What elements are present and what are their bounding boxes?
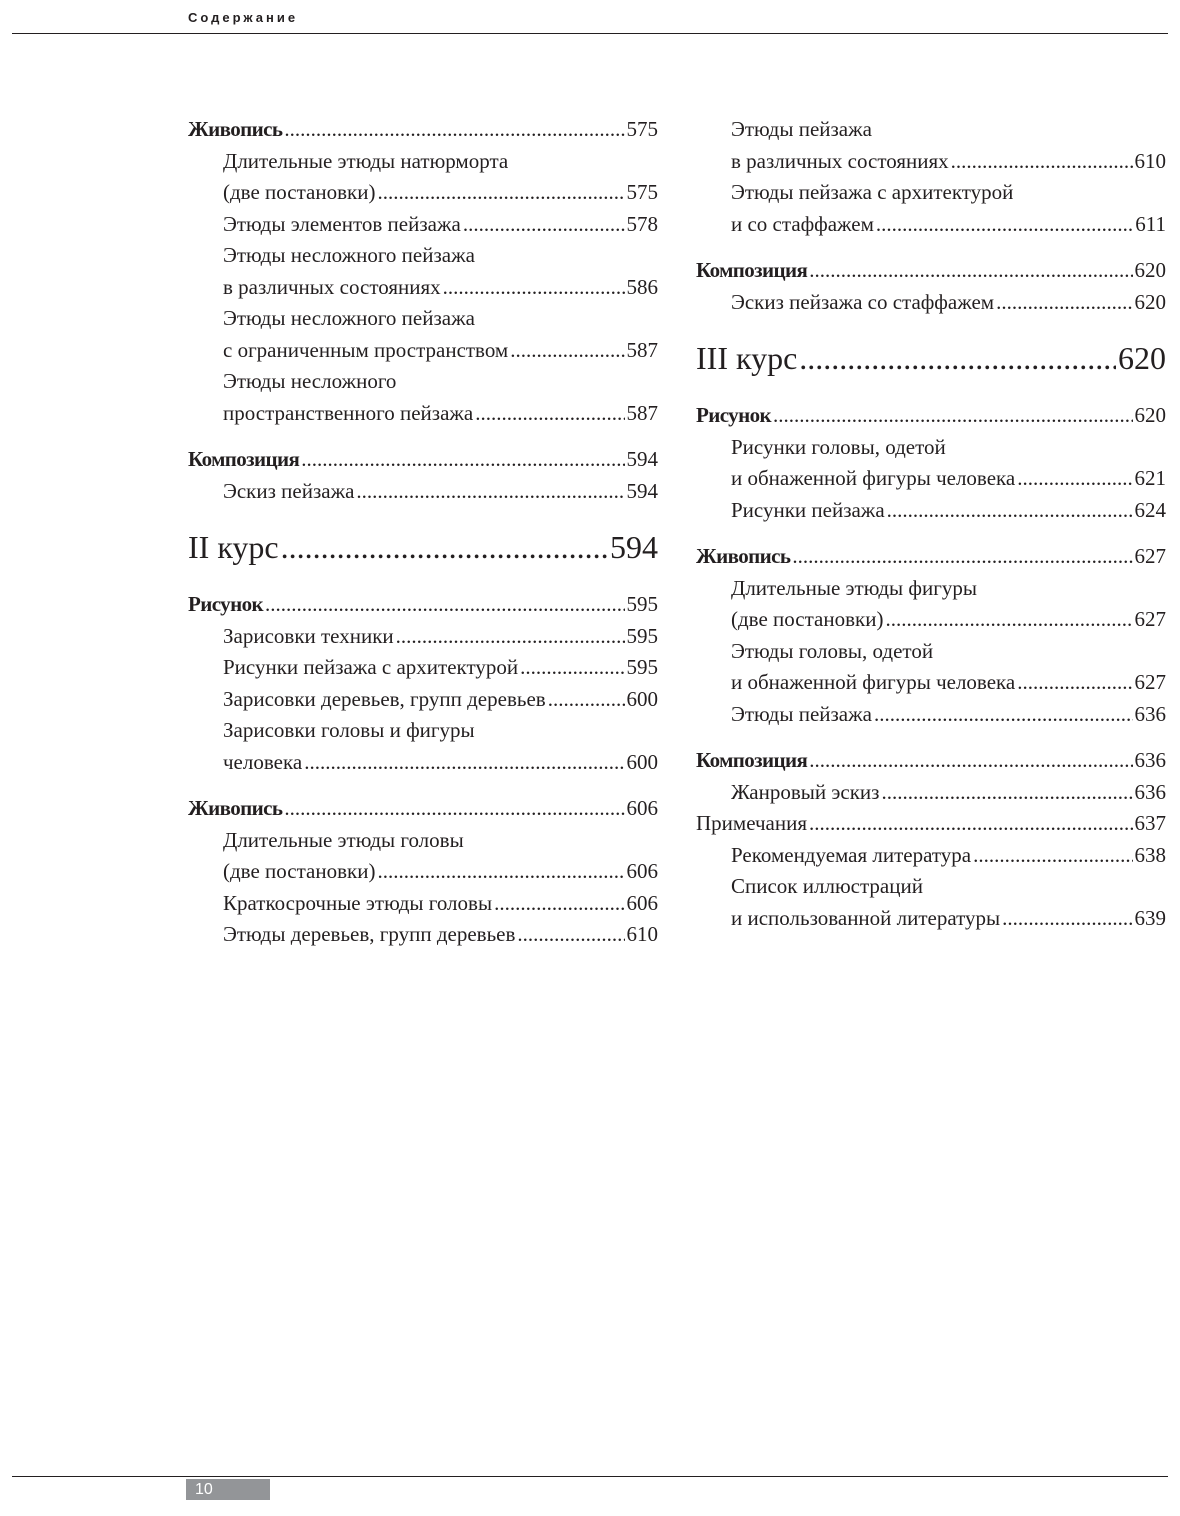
toc-page-number: 586 [626, 274, 658, 299]
toc-entry[interactable] [188, 684, 658, 716]
toc-entry-title: и обнаженной фигуры человека [731, 670, 1016, 694]
toc-entry[interactable] [188, 476, 658, 508]
toc-entry-line [696, 604, 1166, 636]
toc-entry-title: Композиция [696, 748, 808, 772]
dot-leader [792, 541, 1132, 573]
toc-entry-title: Этюды пейзажа [731, 117, 872, 141]
toc-page-number: 594 [626, 447, 658, 471]
toc-entry-line [696, 745, 1166, 777]
toc-page-number: 575 [626, 117, 658, 141]
toc-entry[interactable] [188, 209, 658, 241]
dot-leader [396, 621, 625, 653]
toc-page-number: 620 [1134, 258, 1166, 282]
toc-entry-title: Этюды несложного пейзажа [223, 306, 475, 330]
toc-entry-title: Рисунок [696, 403, 771, 427]
toc-page-number: 636 [1134, 779, 1166, 804]
toc-entry-line [696, 209, 1166, 241]
dot-leader [304, 747, 624, 779]
toc-entry[interactable] [188, 919, 658, 951]
toc-page-number: 627 [1134, 607, 1166, 631]
toc-entry-line [188, 525, 658, 569]
toc-entry[interactable] [188, 589, 658, 621]
toc-column-right [696, 114, 1166, 934]
toc-entry-title: Этюды несложного [223, 369, 397, 393]
toc-entry-line [696, 573, 1166, 605]
toc-entry-title: Этюды элементов пейзажа [223, 211, 461, 236]
toc-entry-title: в различных состояниях [731, 148, 949, 173]
toc-entry-title: и со стаффажем [731, 211, 874, 236]
toc-entry[interactable] [696, 541, 1166, 573]
toc-page-number: 627 [1134, 544, 1166, 568]
toc-entry-title: Длительные этюды головы [223, 827, 464, 852]
toc-entry-line [188, 272, 658, 304]
toc-entry-line [696, 146, 1166, 178]
dot-leader [475, 398, 624, 430]
toc-entry-line [188, 888, 658, 920]
toc-page-number: 594 [610, 529, 658, 565]
toc-entry-line [696, 336, 1166, 380]
toc-entry[interactable] [696, 777, 1166, 809]
toc-entry[interactable] [188, 825, 658, 888]
toc-entry[interactable] [696, 871, 1166, 934]
toc-entry-line [696, 699, 1166, 731]
toc-page-number: 637 [1134, 811, 1166, 835]
toc-entry-line [188, 621, 658, 653]
toc-entry-title: Композиция [188, 447, 300, 471]
toc-entry-title: Краткосрочные этюды головы [223, 890, 493, 915]
toc-entry-title: Рисунки пейзажа с архитектурой [223, 655, 519, 679]
dot-leader [443, 272, 625, 304]
toc-entry-line [188, 240, 658, 272]
toc-page-number: 638 [1134, 842, 1166, 867]
toc-page-number: 606 [626, 859, 658, 883]
toc-entry-line [188, 303, 658, 335]
toc-page-number: 639 [1134, 905, 1166, 930]
dot-leader [463, 209, 625, 241]
toc-entry-line [188, 444, 658, 476]
toc-entry-line [696, 871, 1166, 903]
toc-entry[interactable] [188, 240, 658, 303]
toc-entry[interactable] [188, 303, 658, 366]
toc-entry-title: человека [223, 749, 303, 774]
dot-leader [809, 808, 1132, 840]
toc-entry-title: Жанровый эскиз [731, 779, 880, 804]
toc-page-number: 594 [626, 478, 658, 503]
toc-page-number: 611 [1135, 211, 1166, 236]
toc-entry-line [696, 400, 1166, 432]
page-number: 10 [186, 1479, 270, 1500]
toc-entry-title: (две постановки) [223, 180, 376, 204]
toc-entry-title: и обнаженной фигуры человека [731, 466, 1016, 490]
toc-page-number: 627 [1134, 670, 1166, 694]
dot-leader [1017, 463, 1132, 495]
toc-entry[interactable] [696, 400, 1166, 432]
toc-entry[interactable] [188, 715, 658, 778]
toc-entry[interactable] [696, 495, 1166, 527]
toc-entry-title: Этюды пейзажа [731, 701, 872, 726]
toc-entry-title: Эскиз пейзажа [223, 478, 355, 503]
toc-entry[interactable] [696, 636, 1166, 699]
toc-entry[interactable] [696, 573, 1166, 636]
toc-entry-line [696, 495, 1166, 527]
toc-entry-line [696, 177, 1166, 209]
toc-entry-title: (две постановки) [731, 607, 884, 631]
toc-entry-title: Композиция [696, 258, 808, 282]
dot-leader [973, 840, 1132, 872]
toc-entry-line [696, 287, 1166, 319]
dot-leader [773, 400, 1133, 432]
header-rule [12, 33, 1168, 34]
toc-entry[interactable] [188, 114, 658, 146]
footer-rule [12, 1476, 1168, 1477]
toc-entry-title: Этюды несложного пейзажа [223, 243, 475, 267]
dot-leader [377, 177, 624, 209]
toc-entry-line [188, 652, 658, 684]
toc-entry-line [696, 255, 1166, 287]
dot-leader [1002, 903, 1132, 935]
toc-entry[interactable] [696, 808, 1166, 840]
toc-entry-line [188, 476, 658, 508]
toc-page-number: 621 [1134, 466, 1166, 490]
toc-entry-line [188, 684, 658, 716]
toc-entry-title: Рисунок [188, 592, 263, 616]
dot-leader [284, 114, 624, 146]
dot-leader [494, 888, 624, 920]
toc-entry-title: с ограниченным пространством [223, 337, 509, 362]
toc-entry[interactable] [696, 255, 1166, 287]
toc-entry[interactable] [696, 336, 1166, 380]
toc-entry[interactable] [188, 525, 658, 569]
dot-leader [885, 604, 1132, 636]
dot-leader [356, 476, 624, 508]
dot-leader [887, 495, 1133, 527]
toc-entry-line [188, 589, 658, 621]
toc-entry-title: Рекомендуемая литература [731, 842, 972, 867]
toc-entry-line [696, 463, 1166, 495]
toc-page-number: 575 [626, 180, 658, 204]
dot-leader [520, 652, 624, 684]
dot-leader [876, 209, 1133, 241]
dot-leader [265, 589, 625, 621]
toc-entry-title: III курс [696, 340, 798, 376]
toc-column-left [188, 114, 658, 951]
toc-entry[interactable] [188, 444, 658, 476]
dot-leader [881, 777, 1132, 809]
toc-entry-line [188, 398, 658, 430]
toc-entry-line [188, 825, 658, 857]
toc-entry[interactable] [188, 366, 658, 429]
toc-entry[interactable] [188, 652, 658, 684]
toc-page-number: 610 [626, 922, 658, 946]
dot-leader [301, 444, 624, 476]
toc-entry-line [696, 432, 1166, 464]
dot-leader [517, 919, 624, 951]
toc-entry-line [188, 335, 658, 367]
toc-page-number: 600 [626, 749, 658, 774]
toc-entry-line [696, 667, 1166, 699]
toc-page-number: 595 [626, 592, 658, 616]
toc-page-number: 578 [626, 211, 658, 236]
toc-entry-title: Список иллюстраций [731, 874, 923, 898]
toc-entry-title: Длительные этюды натюрморта [223, 148, 509, 173]
toc-entry[interactable] [188, 793, 658, 825]
toc-entry-line [188, 209, 658, 241]
toc-entry-line [188, 856, 658, 888]
toc-entry-line [188, 793, 658, 825]
toc-entry-title: Зарисовки деревьев, групп деревьев [223, 686, 546, 711]
dot-leader [284, 793, 624, 825]
toc-page-number: 620 [1118, 340, 1166, 376]
toc-entry-title: Эскиз пейзажа со стаффажем [731, 289, 995, 314]
toc-entry-title: Рисунки пейзажа [731, 497, 885, 522]
toc-entry-line [188, 919, 658, 951]
dot-leader [996, 287, 1132, 319]
toc-entry-title: (две постановки) [223, 859, 376, 883]
toc-entry-title: пространственного пейзажа [223, 400, 474, 425]
toc-entry-title: II курс [188, 529, 279, 565]
toc-entry[interactable] [696, 840, 1166, 872]
toc-page-number: 587 [626, 337, 658, 362]
toc-entry-line [696, 541, 1166, 573]
toc-entry[interactable] [188, 888, 658, 920]
dot-leader [799, 336, 1116, 380]
toc-entry-title: и использованной литературы [731, 905, 1001, 930]
toc-page-number: 610 [1134, 148, 1166, 173]
toc-entry-line [696, 903, 1166, 935]
toc-entry[interactable] [696, 432, 1166, 495]
toc-entry-line [696, 636, 1166, 668]
dot-leader [281, 525, 608, 569]
toc-entry-line [696, 840, 1166, 872]
dot-leader [809, 255, 1132, 287]
toc-page-number: 620 [1134, 289, 1166, 314]
toc-entry-title: Зарисовки техники [223, 623, 394, 648]
toc-entry-title: Живопись [188, 796, 283, 820]
toc-entry-title: Примечания [696, 811, 808, 835]
toc-entry-line [696, 114, 1166, 146]
toc-page-number: 587 [626, 400, 658, 425]
toc-page-number: 600 [626, 686, 658, 711]
toc-entry-line [696, 808, 1166, 840]
toc-entry-line [188, 715, 658, 747]
toc-page-number: 595 [626, 623, 658, 648]
dot-leader [548, 684, 625, 716]
toc-entry-title: Этюды пейзажа с архитектурой [731, 180, 1014, 204]
toc-page-number: 636 [1134, 748, 1166, 772]
toc-entry-line [188, 747, 658, 779]
toc-entry-line [188, 146, 658, 178]
toc-entry-line [188, 114, 658, 146]
running-head-title: Содержание [188, 10, 299, 25]
dot-leader [510, 335, 624, 367]
toc-entry-title: Этюды головы, одетой [731, 638, 934, 663]
toc-entry-line [696, 777, 1166, 809]
toc-entry-title: в различных состояниях [223, 274, 441, 299]
toc-entry-title: Живопись [188, 117, 283, 141]
toc-entry-title: Живопись [696, 544, 791, 568]
toc-entry[interactable] [696, 745, 1166, 777]
toc-page-number: 620 [1134, 403, 1166, 427]
toc-entry[interactable] [188, 621, 658, 653]
dot-leader [951, 146, 1133, 178]
toc-page-number: 624 [1134, 497, 1166, 522]
toc-entry[interactable] [696, 699, 1166, 731]
toc-entry-title: Длительные этюды фигуры [731, 575, 977, 600]
toc-page-number: 606 [626, 796, 658, 820]
dot-leader [377, 856, 624, 888]
toc-page-number: 636 [1134, 701, 1166, 726]
toc-entry[interactable] [696, 177, 1166, 240]
toc-page-number: 595 [626, 655, 658, 679]
dot-leader [1017, 667, 1132, 699]
dot-leader [809, 745, 1132, 777]
toc-entry[interactable] [696, 287, 1166, 319]
toc-page-number: 606 [626, 890, 658, 915]
toc-entry-title: Этюды деревьев, групп деревьев [223, 922, 516, 946]
toc-entry-line [188, 177, 658, 209]
toc-entry-title: Рисунки головы, одетой [731, 434, 946, 459]
toc-entry-line [188, 366, 658, 398]
toc-entry-title: Зарисовки головы и фигуры [223, 718, 475, 742]
toc-entry[interactable] [696, 114, 1166, 177]
toc-entry[interactable] [188, 146, 658, 209]
dot-leader [874, 699, 1133, 731]
